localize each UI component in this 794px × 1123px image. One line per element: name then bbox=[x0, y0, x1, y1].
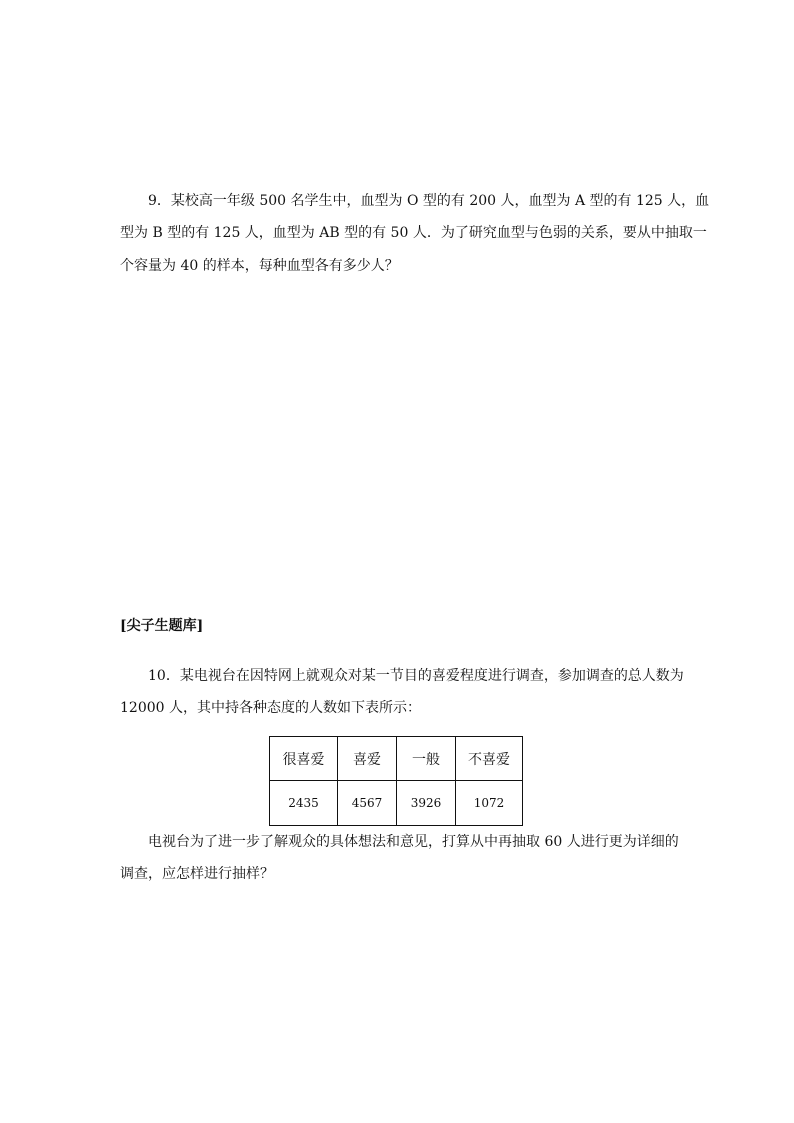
table-header-cell: 喜爱 bbox=[338, 737, 397, 781]
table-header-row bbox=[270, 737, 523, 781]
q10-line-2: 12000 人，其中持各种态度的人数如下表所示： bbox=[120, 700, 421, 716]
q10-line-1: 10．某电视台在因特网上就观众对某一节目的喜爱程度进行调查，参加调查的总人数为 bbox=[148, 668, 684, 684]
q9-line-3: 个容量为 40 的样本，每种血型各有多少人？ bbox=[120, 258, 399, 274]
section-title: [尖子生题库] bbox=[120, 618, 204, 634]
table-cell: 2435 bbox=[270, 781, 338, 826]
table-cell: 3926 bbox=[397, 781, 456, 826]
table-cell: 4567 bbox=[338, 781, 397, 826]
attitude-table bbox=[269, 736, 523, 826]
q9-line-2: 型为 B 型的有 125 人，血型为 AB 型的有 50 人．为了研究血型与色弱的关系，要从中抽取一 bbox=[120, 225, 707, 241]
table-cell: 1072 bbox=[456, 781, 523, 826]
q10-line-3: 电视台为了进一步了解观众的具体想法和意见，打算从中再抽取 60 人进行更为详细的 bbox=[148, 834, 679, 850]
table-row bbox=[270, 781, 523, 826]
q10-line-4: 调查，应怎样进行抽样？ bbox=[120, 866, 274, 882]
table-header-cell: 不喜爱 bbox=[456, 737, 523, 781]
table-header-cell: 很喜爱 bbox=[270, 737, 338, 781]
table-header-cell: 一般 bbox=[397, 737, 456, 781]
q9-line-1: 9．某校高一年级 500 名学生中，血型为 O 型的有 200 人，血型为 A 型的有 125 人，血 bbox=[148, 193, 710, 209]
